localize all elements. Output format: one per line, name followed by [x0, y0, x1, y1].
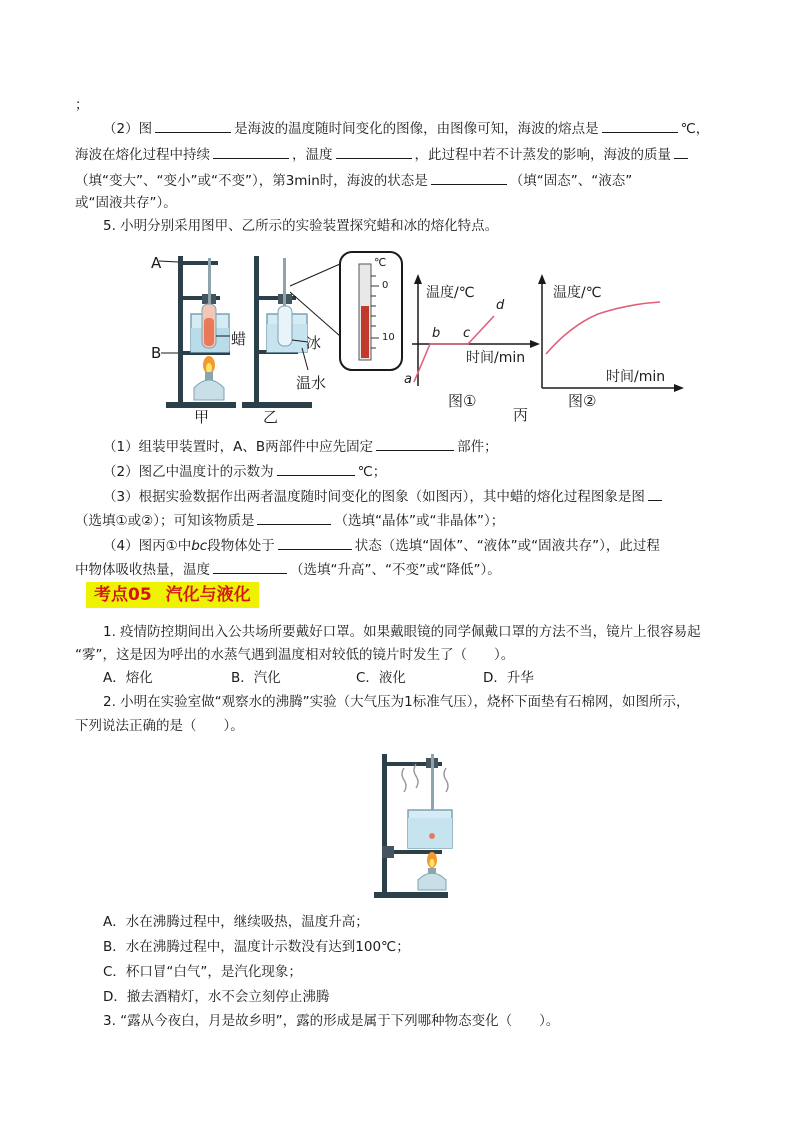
q5-p4-text: （选填“升高”、“不变”或“降低”）。 [290, 562, 501, 578]
s1-option-b[interactable]: B．汽化 [231, 670, 281, 686]
q5-stem: 5. 小明分别采用图甲、乙所示的实验装置探究蜡和冰的熔化特点。 [103, 218, 499, 234]
answer-blank[interactable] [336, 144, 412, 159]
q5-p1-text: （1）组装甲装置时，A、B两部件中应先固定 [103, 439, 374, 455]
label-ice: 冰 [306, 334, 322, 352]
graph-2-curve [546, 302, 660, 354]
q5-p3-text: （选填①或②）；可知该物质是 [75, 513, 255, 529]
answer-blank[interactable] [213, 144, 289, 159]
q4-part2-text: ，温度 [292, 147, 333, 163]
s2-line2: 下列说法正确的是（ ）。 [75, 718, 244, 734]
q4-part2-line4: 或“固液共存”）。 [75, 195, 177, 211]
s1-line2: “雾”，这是因为呼出的水蒸气遇到温度相对较低的镜片时发生了（ ）。 [75, 647, 515, 663]
graph-1-xlabel: 时间/min [466, 350, 526, 366]
top-mark: ； [75, 97, 89, 113]
point-d: d [496, 298, 505, 313]
s1-option-a[interactable]: A．熔化 [103, 670, 153, 686]
answer-blank[interactable] [213, 559, 287, 574]
q4-part2-line2 [75, 144, 735, 165]
thermometer-unit: ℃ [374, 256, 387, 269]
q5-p4-line1 [103, 535, 763, 556]
graph-2-ylabel: 温度/℃ [553, 285, 602, 301]
label-bing: 丙 [513, 406, 529, 424]
label-jia: 甲 [194, 408, 210, 426]
graph-2-caption: 图② [568, 392, 597, 410]
q5-p4-text: 中物体吸收热量，温度 [75, 562, 210, 578]
label-warm-water: 温水 [296, 374, 327, 392]
graph-2-xlabel: 时间/min [606, 369, 666, 385]
answer-blank[interactable] [602, 118, 678, 133]
section-title: 汽化与液化 [165, 585, 251, 605]
q5-p4-line2 [75, 559, 735, 580]
s2-option-c[interactable]: C．杯口冒“白气”，是汽化现象； [103, 964, 302, 980]
s1-option-d[interactable]: D．升华 [483, 670, 534, 686]
thermometer-0: 0 [382, 280, 389, 291]
q4-part2-text-a: （2）图 [103, 121, 153, 137]
graph-1-caption: 图① [448, 392, 477, 410]
s2-option-a[interactable]: A．水在沸腾过程中，继续吸热，温度升高； [103, 914, 369, 930]
answer-blank[interactable] [278, 535, 352, 550]
s1-option-c[interactable]: C．液化 [356, 670, 406, 686]
s2-option-d[interactable]: D．撤去酒精灯，水不会立刻停止沸腾 [103, 989, 330, 1005]
q4-part2-line1 [103, 118, 763, 139]
q5-p3-text: （选填“晶体”或“非晶体”）； [334, 513, 505, 529]
answer-blank[interactable] [648, 486, 662, 501]
label-wax: 蜡 [231, 330, 247, 348]
answer-blank[interactable] [277, 461, 355, 476]
section-number: 考点05 [94, 585, 152, 605]
q5-p2 [103, 461, 763, 482]
answer-blank[interactable] [257, 510, 331, 525]
label-yi: 乙 [263, 408, 279, 426]
q5-p4-text: （4）图丙①中 [103, 538, 192, 554]
q5-p3-text: （3）根据实验数据作出两者温度随时间变化的图象（如图丙），其中蜡的熔化过程图象是图 [103, 489, 645, 505]
q4-part2-text: （填“变大”、“变小”或“不变”），第3min时，海波的状态是 [75, 173, 428, 189]
s1-line1: 1. 疫情防控期间出入公共场所要戴好口罩。如果戴眼镜的同学佩戴口罩的方法不当，镜片上很容易起 [103, 624, 701, 640]
s3-line1: 3. “露从今夜白，月是故乡明”，露的形成是属于下列哪种物态变化（ ）。 [103, 1013, 560, 1029]
q5-p1-text: 部件； [457, 439, 498, 455]
section-heading [86, 582, 259, 608]
point-b: b [432, 326, 441, 341]
q5-p2-text: ℃； [357, 464, 387, 480]
answer-blank[interactable] [431, 170, 507, 185]
graph-1-ylabel: 温度/℃ [426, 285, 475, 301]
q4-part2-text: （填“固态”、“液态” [509, 173, 633, 189]
answer-blank[interactable] [674, 144, 688, 159]
point-c: c [463, 326, 471, 341]
q5-p4-text: 段物体处于 [207, 538, 275, 554]
q4-part2-text-c: ℃， [680, 121, 710, 137]
answer-blank[interactable] [376, 436, 454, 451]
q4-part2-line3 [75, 170, 735, 191]
q5-p2-text: （2）图乙中温度计的示数为 [103, 464, 274, 480]
q5-p3-line2 [75, 510, 735, 531]
boiling-apparatus-figure [374, 752, 470, 902]
label-b: B [151, 344, 162, 362]
q5-p3-line1 [103, 486, 763, 507]
q5-p1 [103, 436, 763, 457]
answer-blank[interactable] [155, 118, 231, 133]
s2-option-b[interactable]: B．水在沸腾过程中，温度计示数没有达到100℃； [103, 939, 410, 955]
q4-part2-text-b: 是海波的温度随时间变化的图像，由图像可知，海波的熔点是 [234, 121, 599, 137]
q4-part2-text: ，此过程中若不计蒸发的影响，海波的质量 [414, 147, 671, 163]
label-a: A [151, 254, 162, 272]
apparatus-jia [159, 256, 236, 408]
q5-p4-segment: bc [191, 538, 208, 554]
thermometer-zoom [340, 252, 402, 370]
q4-part2-text: 海波在熔化过程中持续 [75, 147, 210, 163]
thermometer-10: 10 [382, 332, 395, 343]
q5-p4-text: 状态（选填“固体”、“液体”或“固液共存”），此过程 [354, 538, 660, 554]
point-a: a [404, 372, 412, 387]
s2-line1: 2. 小明在实验室做“观察水的沸腾”实验（大气压为1标准气压），烧杯下面垫有石棉网，如图所示， [103, 694, 690, 710]
